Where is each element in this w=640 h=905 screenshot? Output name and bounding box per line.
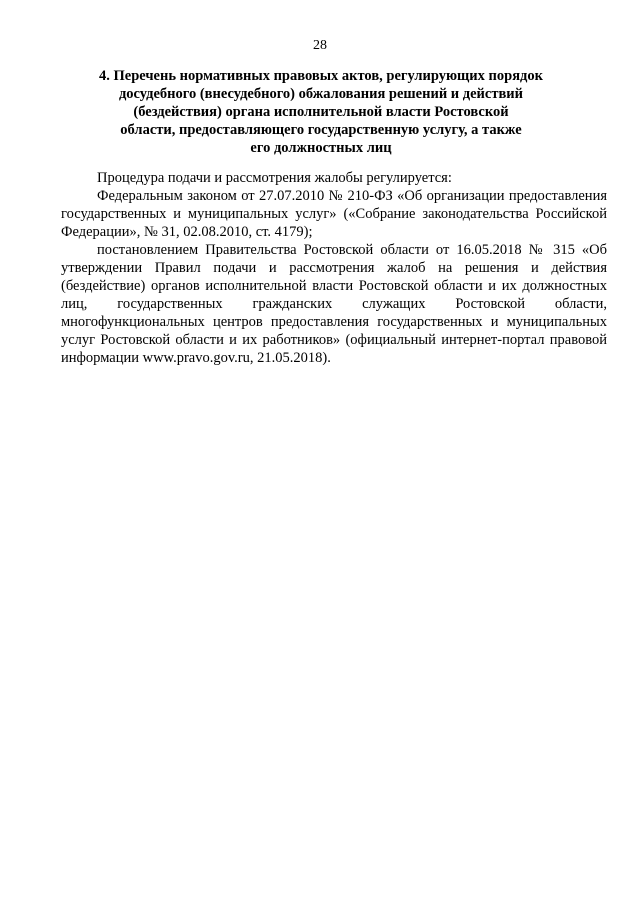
page-number: 28	[313, 38, 327, 53]
paragraph-intro: Процедура подачи и рассмотрения жалобы регулируется:	[97, 170, 452, 186]
section-heading	[86, 67, 556, 157]
heading-line: области, предоставляющего государственную услугу, а также	[120, 122, 522, 138]
heading-line: 4. Перечень нормативных правовых актов, регулирующих порядок	[99, 68, 543, 84]
paragraph-regional-resolution: постановлением Правительства Ростовской области от 16.05.2018 № 315 «Об утверждении Правил подачи и рассмотрения жалоб на решения и действия (бездействие) органов исполнительной власти Ростовской области и их должностных лиц, государственных гражданских служащих Ростовской области, многофункциональных центров предоставления государственных и муниципальных услуг Ростовской области и их работников» (официальный интернет-портал правовой информации www.pravo.gov.ru, 21.05.2018).	[61, 242, 607, 366]
paragraph-federal-law: Федеральным законом от 27.07.2010 № 210-ФЗ «Об организации предоставления государственных и муниципальных услуг» («Собрание законодательства Российской Федерации», № 31, 02.08.2010, ст. 4179);	[61, 188, 607, 240]
heading-line: его должностных лиц	[250, 140, 392, 156]
body-text	[61, 169, 607, 367]
heading-line: досудебного (внесудебного) обжалования решений и действий	[118, 86, 524, 102]
heading-line: (бездействия) органа исполнительной власти Ростовской	[133, 104, 509, 120]
